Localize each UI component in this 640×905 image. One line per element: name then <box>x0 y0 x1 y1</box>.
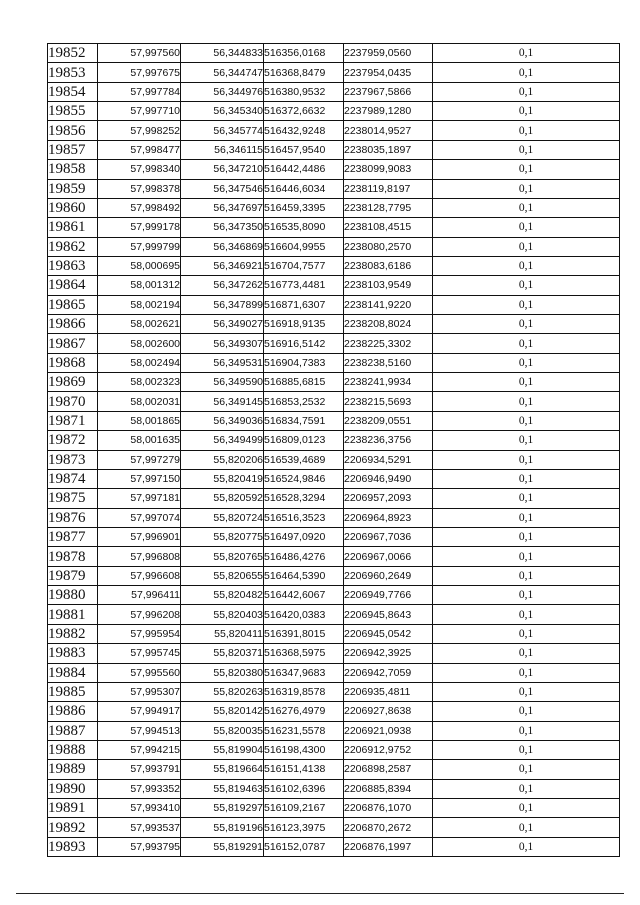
latitude-cell: 57,997710 <box>98 102 181 121</box>
accuracy-cell: 0,1 <box>433 818 620 837</box>
longitude-cell: 55,820263 <box>181 682 264 701</box>
longitude-cell: 55,820592 <box>181 489 264 508</box>
longitude-cell: 56,347350 <box>181 218 264 237</box>
y-coordinate-cell: 2237959,0560 <box>344 44 433 63</box>
point-number-cell: 19874 <box>48 469 98 488</box>
latitude-cell: 57,994513 <box>98 721 181 740</box>
accuracy-cell: 0,1 <box>433 44 620 63</box>
table-row <box>48 63 620 82</box>
coordinates-table-body <box>48 44 620 857</box>
table-row <box>48 102 620 121</box>
x-coordinate-cell: 516834,7591 <box>264 411 344 430</box>
latitude-cell: 57,997784 <box>98 82 181 101</box>
accuracy-cell: 0,1 <box>433 702 620 721</box>
latitude-cell: 57,995745 <box>98 644 181 663</box>
latitude-cell: 57,996901 <box>98 527 181 546</box>
table-row <box>48 295 620 314</box>
y-coordinate-cell: 2238208,8024 <box>344 315 433 334</box>
table-row <box>48 334 620 353</box>
point-number-cell: 19889 <box>48 760 98 779</box>
latitude-cell: 58,002031 <box>98 392 181 411</box>
y-coordinate-cell: 2206945,0542 <box>344 624 433 643</box>
accuracy-cell: 0,1 <box>433 315 620 334</box>
longitude-cell: 55,820419 <box>181 469 264 488</box>
point-number-cell: 19865 <box>48 295 98 314</box>
latitude-cell: 57,998477 <box>98 140 181 159</box>
table-row <box>48 547 620 566</box>
point-number-cell: 19852 <box>48 44 98 63</box>
table-row <box>48 198 620 217</box>
table-row <box>48 160 620 179</box>
table-row <box>48 218 620 237</box>
longitude-cell: 56,347262 <box>181 276 264 295</box>
longitude-cell: 56,349499 <box>181 431 264 450</box>
longitude-cell: 55,820765 <box>181 547 264 566</box>
point-number-cell: 19869 <box>48 373 98 392</box>
latitude-cell: 57,996411 <box>98 586 181 605</box>
x-coordinate-cell: 516446,6034 <box>264 179 344 198</box>
y-coordinate-cell: 2238083,6186 <box>344 256 433 275</box>
x-coordinate-cell: 516918,9135 <box>264 315 344 334</box>
x-coordinate-cell: 516432,9248 <box>264 121 344 140</box>
latitude-cell: 57,994215 <box>98 740 181 759</box>
latitude-cell: 58,001312 <box>98 276 181 295</box>
latitude-cell: 58,001865 <box>98 411 181 430</box>
point-number-cell: 19879 <box>48 566 98 585</box>
accuracy-cell: 0,1 <box>433 721 620 740</box>
y-coordinate-cell: 2206964,8923 <box>344 508 433 527</box>
accuracy-cell: 0,1 <box>433 160 620 179</box>
table-row <box>48 779 620 798</box>
longitude-cell: 56,349036 <box>181 411 264 430</box>
y-coordinate-cell: 2238119,8197 <box>344 179 433 198</box>
latitude-cell: 57,995954 <box>98 624 181 643</box>
x-coordinate-cell: 516604,9955 <box>264 237 344 256</box>
y-coordinate-cell: 2238236,3756 <box>344 431 433 450</box>
latitude-cell: 57,993795 <box>98 837 181 856</box>
table-row <box>48 179 620 198</box>
x-coordinate-cell: 516420,0383 <box>264 605 344 624</box>
table-row <box>48 256 620 275</box>
x-coordinate-cell: 516372,6632 <box>264 102 344 121</box>
table-row <box>48 799 620 818</box>
latitude-cell: 57,996808 <box>98 547 181 566</box>
accuracy-cell: 0,1 <box>433 779 620 798</box>
point-number-cell: 19858 <box>48 160 98 179</box>
latitude-cell: 57,997150 <box>98 469 181 488</box>
point-number-cell: 19884 <box>48 663 98 682</box>
point-number-cell: 19891 <box>48 799 98 818</box>
accuracy-cell: 0,1 <box>433 431 620 450</box>
point-number-cell: 19880 <box>48 586 98 605</box>
coordinates-table <box>47 43 620 857</box>
table-row <box>48 605 620 624</box>
table-row <box>48 586 620 605</box>
point-number-cell: 19886 <box>48 702 98 721</box>
y-coordinate-cell: 2206960,2649 <box>344 566 433 585</box>
point-number-cell: 19881 <box>48 605 98 624</box>
y-coordinate-cell: 2237967,5866 <box>344 82 433 101</box>
x-coordinate-cell: 516497,0920 <box>264 527 344 546</box>
accuracy-cell: 0,1 <box>433 663 620 682</box>
table-row <box>48 489 620 508</box>
y-coordinate-cell: 2238241,9934 <box>344 373 433 392</box>
table-row <box>48 373 620 392</box>
x-coordinate-cell: 516704,7577 <box>264 256 344 275</box>
longitude-cell: 55,820403 <box>181 605 264 624</box>
point-number-cell: 19863 <box>48 256 98 275</box>
x-coordinate-cell: 516109,2167 <box>264 799 344 818</box>
accuracy-cell: 0,1 <box>433 102 620 121</box>
x-coordinate-cell: 516151,4138 <box>264 760 344 779</box>
latitude-cell: 57,998492 <box>98 198 181 217</box>
accuracy-cell: 0,1 <box>433 179 620 198</box>
y-coordinate-cell: 2238209,0551 <box>344 411 433 430</box>
x-coordinate-cell: 516356,0168 <box>264 44 344 63</box>
point-number-cell: 19864 <box>48 276 98 295</box>
y-coordinate-cell: 2238238,5160 <box>344 353 433 372</box>
longitude-cell: 55,819664 <box>181 760 264 779</box>
accuracy-cell: 0,1 <box>433 353 620 372</box>
table-row <box>48 237 620 256</box>
point-number-cell: 19872 <box>48 431 98 450</box>
longitude-cell: 56,347899 <box>181 295 264 314</box>
point-number-cell: 19862 <box>48 237 98 256</box>
point-number-cell: 19859 <box>48 179 98 198</box>
x-coordinate-cell: 516368,8479 <box>264 63 344 82</box>
table-row <box>48 276 620 295</box>
point-number-cell: 19867 <box>48 334 98 353</box>
x-coordinate-cell: 516535,8090 <box>264 218 344 237</box>
page-bottom-rule <box>16 893 624 894</box>
latitude-cell: 58,002323 <box>98 373 181 392</box>
latitude-cell: 57,997181 <box>98 489 181 508</box>
x-coordinate-cell: 516916,5142 <box>264 334 344 353</box>
accuracy-cell: 0,1 <box>433 469 620 488</box>
point-number-cell: 19861 <box>48 218 98 237</box>
y-coordinate-cell: 2206942,7059 <box>344 663 433 682</box>
table-row <box>48 682 620 701</box>
longitude-cell: 55,820482 <box>181 586 264 605</box>
longitude-cell: 56,349307 <box>181 334 264 353</box>
longitude-cell: 55,819463 <box>181 779 264 798</box>
point-number-cell: 19888 <box>48 740 98 759</box>
longitude-cell: 55,819291 <box>181 837 264 856</box>
y-coordinate-cell: 2206870,2672 <box>344 818 433 837</box>
x-coordinate-cell: 516123,3975 <box>264 818 344 837</box>
latitude-cell: 57,993537 <box>98 818 181 837</box>
accuracy-cell: 0,1 <box>433 140 620 159</box>
longitude-cell: 55,819196 <box>181 818 264 837</box>
y-coordinate-cell: 2238215,5693 <box>344 392 433 411</box>
longitude-cell: 56,345774 <box>181 121 264 140</box>
table-row <box>48 837 620 856</box>
y-coordinate-cell: 2206946,9490 <box>344 469 433 488</box>
longitude-cell: 56,346869 <box>181 237 264 256</box>
point-number-cell: 19871 <box>48 411 98 430</box>
longitude-cell: 56,347546 <box>181 179 264 198</box>
latitude-cell: 58,002194 <box>98 295 181 314</box>
table-row <box>48 740 620 759</box>
y-coordinate-cell: 2238141,9220 <box>344 295 433 314</box>
y-coordinate-cell: 2237989,1280 <box>344 102 433 121</box>
point-number-cell: 19890 <box>48 779 98 798</box>
longitude-cell: 56,346115 <box>181 140 264 159</box>
x-coordinate-cell: 516853,2532 <box>264 392 344 411</box>
accuracy-cell: 0,1 <box>433 605 620 624</box>
accuracy-cell: 0,1 <box>433 82 620 101</box>
x-coordinate-cell: 516885,6815 <box>264 373 344 392</box>
x-coordinate-cell: 516459,3395 <box>264 198 344 217</box>
longitude-cell: 56,349590 <box>181 373 264 392</box>
x-coordinate-cell: 516904,7383 <box>264 353 344 372</box>
y-coordinate-cell: 2238225,3302 <box>344 334 433 353</box>
x-coordinate-cell: 516464,5390 <box>264 566 344 585</box>
accuracy-cell: 0,1 <box>433 218 620 237</box>
point-number-cell: 19868 <box>48 353 98 372</box>
point-number-cell: 19866 <box>48 315 98 334</box>
longitude-cell: 56,344747 <box>181 63 264 82</box>
y-coordinate-cell: 2238035,1897 <box>344 140 433 159</box>
point-number-cell: 19883 <box>48 644 98 663</box>
y-coordinate-cell: 2206876,1070 <box>344 799 433 818</box>
y-coordinate-cell: 2206885,8394 <box>344 779 433 798</box>
longitude-cell: 56,344833 <box>181 44 264 63</box>
accuracy-cell: 0,1 <box>433 527 620 546</box>
point-number-cell: 19856 <box>48 121 98 140</box>
latitude-cell: 57,997560 <box>98 44 181 63</box>
point-number-cell: 19875 <box>48 489 98 508</box>
table-row <box>48 702 620 721</box>
latitude-cell: 57,993791 <box>98 760 181 779</box>
y-coordinate-cell: 2237954,0435 <box>344 63 433 82</box>
x-coordinate-cell: 516276,4979 <box>264 702 344 721</box>
longitude-cell: 56,349531 <box>181 353 264 372</box>
y-coordinate-cell: 2238103,9549 <box>344 276 433 295</box>
accuracy-cell: 0,1 <box>433 411 620 430</box>
longitude-cell: 56,349027 <box>181 315 264 334</box>
latitude-cell: 58,002621 <box>98 315 181 334</box>
point-number-cell: 19873 <box>48 450 98 469</box>
accuracy-cell: 0,1 <box>433 334 620 353</box>
longitude-cell: 55,820411 <box>181 624 264 643</box>
latitude-cell: 58,000695 <box>98 256 181 275</box>
latitude-cell: 57,998378 <box>98 179 181 198</box>
longitude-cell: 56,344976 <box>181 82 264 101</box>
y-coordinate-cell: 2238099,9083 <box>344 160 433 179</box>
accuracy-cell: 0,1 <box>433 276 620 295</box>
latitude-cell: 58,002600 <box>98 334 181 353</box>
x-coordinate-cell: 516319,8578 <box>264 682 344 701</box>
table-row <box>48 818 620 837</box>
x-coordinate-cell: 516102,6396 <box>264 779 344 798</box>
accuracy-cell: 0,1 <box>433 837 620 856</box>
y-coordinate-cell: 2206967,0066 <box>344 547 433 566</box>
table-row <box>48 760 620 779</box>
x-coordinate-cell: 516773,4481 <box>264 276 344 295</box>
y-coordinate-cell: 2238128,7795 <box>344 198 433 217</box>
table-row <box>48 315 620 334</box>
x-coordinate-cell: 516871,6307 <box>264 295 344 314</box>
x-coordinate-cell: 516442,4486 <box>264 160 344 179</box>
latitude-cell: 57,996608 <box>98 566 181 585</box>
y-coordinate-cell: 2206898,2587 <box>344 760 433 779</box>
accuracy-cell: 0,1 <box>433 373 620 392</box>
longitude-cell: 56,345340 <box>181 102 264 121</box>
accuracy-cell: 0,1 <box>433 489 620 508</box>
table-row <box>48 44 620 63</box>
point-number-cell: 19853 <box>48 63 98 82</box>
latitude-cell: 57,993410 <box>98 799 181 818</box>
table-row <box>48 663 620 682</box>
point-number-cell: 19882 <box>48 624 98 643</box>
longitude-cell: 55,819297 <box>181 799 264 818</box>
accuracy-cell: 0,1 <box>433 566 620 585</box>
table-row <box>48 121 620 140</box>
accuracy-cell: 0,1 <box>433 198 620 217</box>
latitude-cell: 57,997279 <box>98 450 181 469</box>
y-coordinate-cell: 2206935,4811 <box>344 682 433 701</box>
latitude-cell: 58,002494 <box>98 353 181 372</box>
x-coordinate-cell: 516380,9532 <box>264 82 344 101</box>
y-coordinate-cell: 2206876,1997 <box>344 837 433 856</box>
table-row <box>48 411 620 430</box>
longitude-cell: 55,820724 <box>181 508 264 527</box>
point-number-cell: 19877 <box>48 527 98 546</box>
accuracy-cell: 0,1 <box>433 508 620 527</box>
x-coordinate-cell: 516486,4276 <box>264 547 344 566</box>
latitude-cell: 57,994917 <box>98 702 181 721</box>
table-row <box>48 566 620 585</box>
point-number-cell: 19855 <box>48 102 98 121</box>
accuracy-cell: 0,1 <box>433 392 620 411</box>
longitude-cell: 55,819904 <box>181 740 264 759</box>
latitude-cell: 57,999178 <box>98 218 181 237</box>
x-coordinate-cell: 516442,6067 <box>264 586 344 605</box>
x-coordinate-cell: 516231,5578 <box>264 721 344 740</box>
x-coordinate-cell: 516528,3294 <box>264 489 344 508</box>
x-coordinate-cell: 516539,4689 <box>264 450 344 469</box>
latitude-cell: 57,999799 <box>98 237 181 256</box>
x-coordinate-cell: 516347,9683 <box>264 663 344 682</box>
table-row <box>48 353 620 372</box>
longitude-cell: 56,349145 <box>181 392 264 411</box>
table-row <box>48 624 620 643</box>
longitude-cell: 56,347210 <box>181 160 264 179</box>
longitude-cell: 55,820371 <box>181 644 264 663</box>
point-number-cell: 19870 <box>48 392 98 411</box>
y-coordinate-cell: 2206921,0938 <box>344 721 433 740</box>
point-number-cell: 19860 <box>48 198 98 217</box>
y-coordinate-cell: 2206967,7036 <box>344 527 433 546</box>
x-coordinate-cell: 516809,0123 <box>264 431 344 450</box>
point-number-cell: 19857 <box>48 140 98 159</box>
y-coordinate-cell: 2206942,3925 <box>344 644 433 663</box>
table-row <box>48 392 620 411</box>
longitude-cell: 55,820380 <box>181 663 264 682</box>
longitude-cell: 56,346921 <box>181 256 264 275</box>
latitude-cell: 57,995307 <box>98 682 181 701</box>
accuracy-cell: 0,1 <box>433 760 620 779</box>
latitude-cell: 57,995560 <box>98 663 181 682</box>
y-coordinate-cell: 2206957,2093 <box>344 489 433 508</box>
latitude-cell: 57,997675 <box>98 63 181 82</box>
y-coordinate-cell: 2238080,2570 <box>344 237 433 256</box>
point-number-cell: 19885 <box>48 682 98 701</box>
accuracy-cell: 0,1 <box>433 63 620 82</box>
accuracy-cell: 0,1 <box>433 237 620 256</box>
y-coordinate-cell: 2238108,4515 <box>344 218 433 237</box>
y-coordinate-cell: 2206945,8643 <box>344 605 433 624</box>
table-row <box>48 508 620 527</box>
table-row <box>48 721 620 740</box>
table-row <box>48 644 620 663</box>
x-coordinate-cell: 516457,9540 <box>264 140 344 159</box>
accuracy-cell: 0,1 <box>433 799 620 818</box>
point-number-cell: 19892 <box>48 818 98 837</box>
accuracy-cell: 0,1 <box>433 644 620 663</box>
point-number-cell: 19893 <box>48 837 98 856</box>
x-coordinate-cell: 516198,4300 <box>264 740 344 759</box>
table-row <box>48 450 620 469</box>
accuracy-cell: 0,1 <box>433 121 620 140</box>
latitude-cell: 58,001635 <box>98 431 181 450</box>
x-coordinate-cell: 516368,5975 <box>264 644 344 663</box>
latitude-cell: 57,996208 <box>98 605 181 624</box>
x-coordinate-cell: 516516,3523 <box>264 508 344 527</box>
x-coordinate-cell: 516524,9846 <box>264 469 344 488</box>
longitude-cell: 56,347697 <box>181 198 264 217</box>
accuracy-cell: 0,1 <box>433 295 620 314</box>
table-row <box>48 82 620 101</box>
x-coordinate-cell: 516152,0787 <box>264 837 344 856</box>
point-number-cell: 19876 <box>48 508 98 527</box>
longitude-cell: 55,820035 <box>181 721 264 740</box>
accuracy-cell: 0,1 <box>433 450 620 469</box>
longitude-cell: 55,820206 <box>181 450 264 469</box>
table-row <box>48 140 620 159</box>
latitude-cell: 57,993352 <box>98 779 181 798</box>
x-coordinate-cell: 516391,8015 <box>264 624 344 643</box>
point-number-cell: 19878 <box>48 547 98 566</box>
latitude-cell: 57,997074 <box>98 508 181 527</box>
accuracy-cell: 0,1 <box>433 682 620 701</box>
latitude-cell: 57,998340 <box>98 160 181 179</box>
y-coordinate-cell: 2206949,7766 <box>344 586 433 605</box>
point-number-cell: 19854 <box>48 82 98 101</box>
latitude-cell: 57,998252 <box>98 121 181 140</box>
y-coordinate-cell: 2206934,5291 <box>344 450 433 469</box>
longitude-cell: 55,820655 <box>181 566 264 585</box>
point-number-cell: 19887 <box>48 721 98 740</box>
accuracy-cell: 0,1 <box>433 624 620 643</box>
longitude-cell: 55,820775 <box>181 527 264 546</box>
y-coordinate-cell: 2206912,9752 <box>344 740 433 759</box>
accuracy-cell: 0,1 <box>433 547 620 566</box>
table-row <box>48 469 620 488</box>
longitude-cell: 55,820142 <box>181 702 264 721</box>
accuracy-cell: 0,1 <box>433 256 620 275</box>
accuracy-cell: 0,1 <box>433 740 620 759</box>
accuracy-cell: 0,1 <box>433 586 620 605</box>
y-coordinate-cell: 2206927,8638 <box>344 702 433 721</box>
table-row <box>48 431 620 450</box>
table-row <box>48 527 620 546</box>
y-coordinate-cell: 2238014,9527 <box>344 121 433 140</box>
